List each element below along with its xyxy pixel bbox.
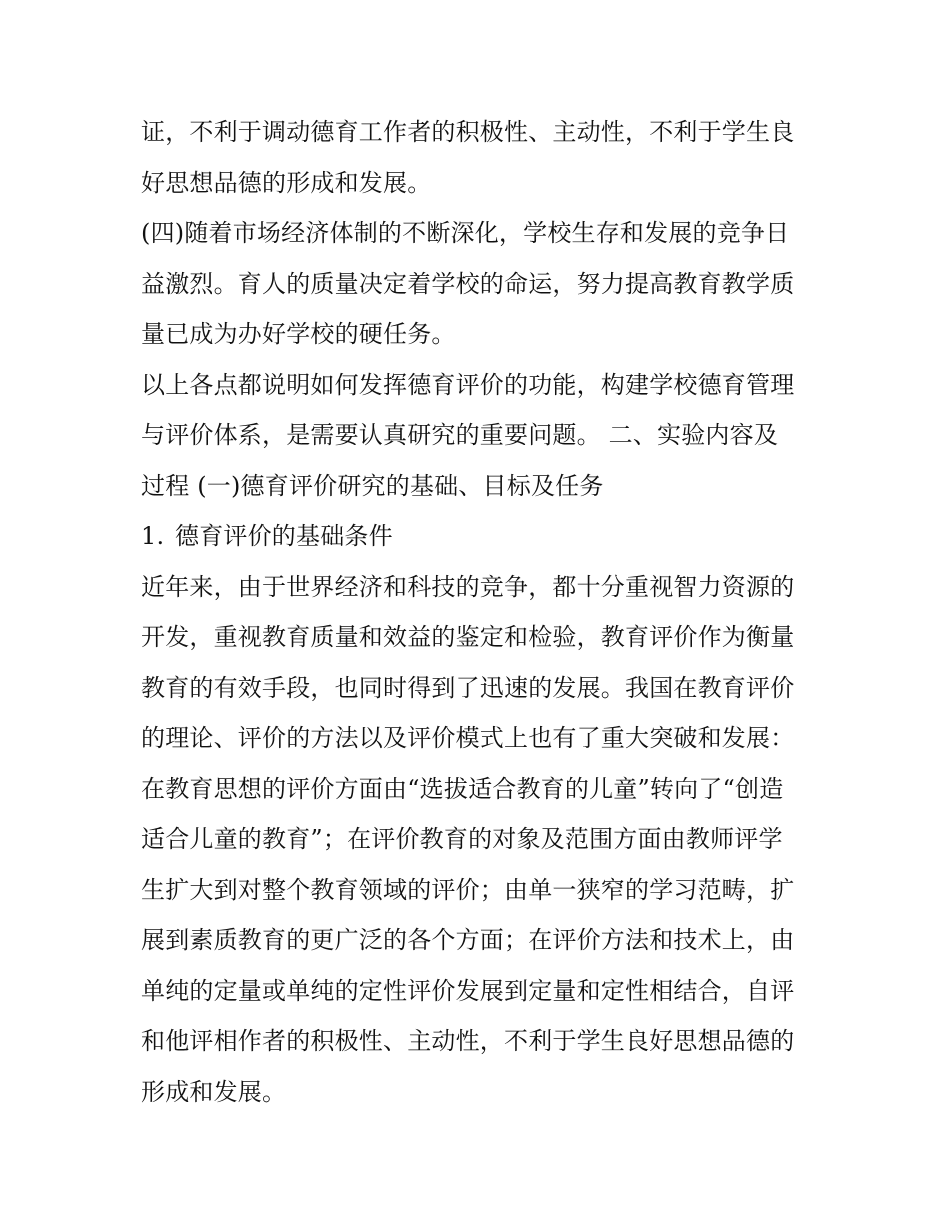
text-line: 以上各点都说明如何发挥德育评价的功能，构建学校德育管理: [141, 370, 795, 399]
text-line: (四)随着市场经济体制的不断深化，学校生存和发展的竞争日: [141, 219, 790, 247]
text-line: 和他评相作者的积极性、主动性，不利于学生良好思想品德的: [141, 1027, 795, 1055]
text-line: 证，不利于调动德育工作者的积极性、主动性，不利于学生良: [141, 118, 795, 146]
text-line: 开发，重视教育质量和效益的鉴定和检验，教育评价作为衡量: [141, 623, 795, 651]
text-line: 在教育思想的评价方面由“选拔适合教育的儿童”转向了“创造: [141, 774, 784, 803]
text-line: 益激烈。育人的质量决定着学校的命运，努力提高教育教学质: [141, 269, 795, 298]
list-number: 1.: [141, 522, 165, 550]
text-line: 展到素质教育的更广泛的各个方面；在评价方法和技术上，由: [141, 926, 795, 954]
text-line: 近年来，由于世界经济和科技的竞争，都十分重视智力资源的: [141, 572, 795, 601]
document-body: [141, 107, 813, 1117]
text-line: 生扩大到对整个教育领域的评价；由单一狭窄的学习范畴，扩: [141, 875, 795, 904]
text-line: 过程 (一)德育评价研究的基础、目标及任务: [141, 471, 604, 500]
text-line: 好思想品德的形成和发展。: [141, 168, 432, 197]
text-line: 适合儿童的教育”；在评价教育的对象及范围方面由教师评学: [141, 825, 783, 853]
text-line: 教育的有效手段，也同时得到了迅速的发展。我国在教育评价: [141, 673, 795, 702]
text-line: 形成和发展。: [141, 1077, 287, 1106]
text-line: 与评价体系，是需要认真研究的重要问题。 二、实验内容及: [141, 421, 779, 449]
list-item-text: 德育评价的基础条件: [175, 522, 393, 550]
text-line: 量已成为办好学校的硬任务。: [141, 320, 456, 348]
numbered-heading: [141, 511, 813, 562]
text-line: 单纯的定量或单纯的定性评价发展到定量和定性相结合，自评: [141, 976, 795, 1005]
text-line: 的理论、评价的方法以及评价模式上也有了重大突破和发展：: [141, 724, 795, 752]
